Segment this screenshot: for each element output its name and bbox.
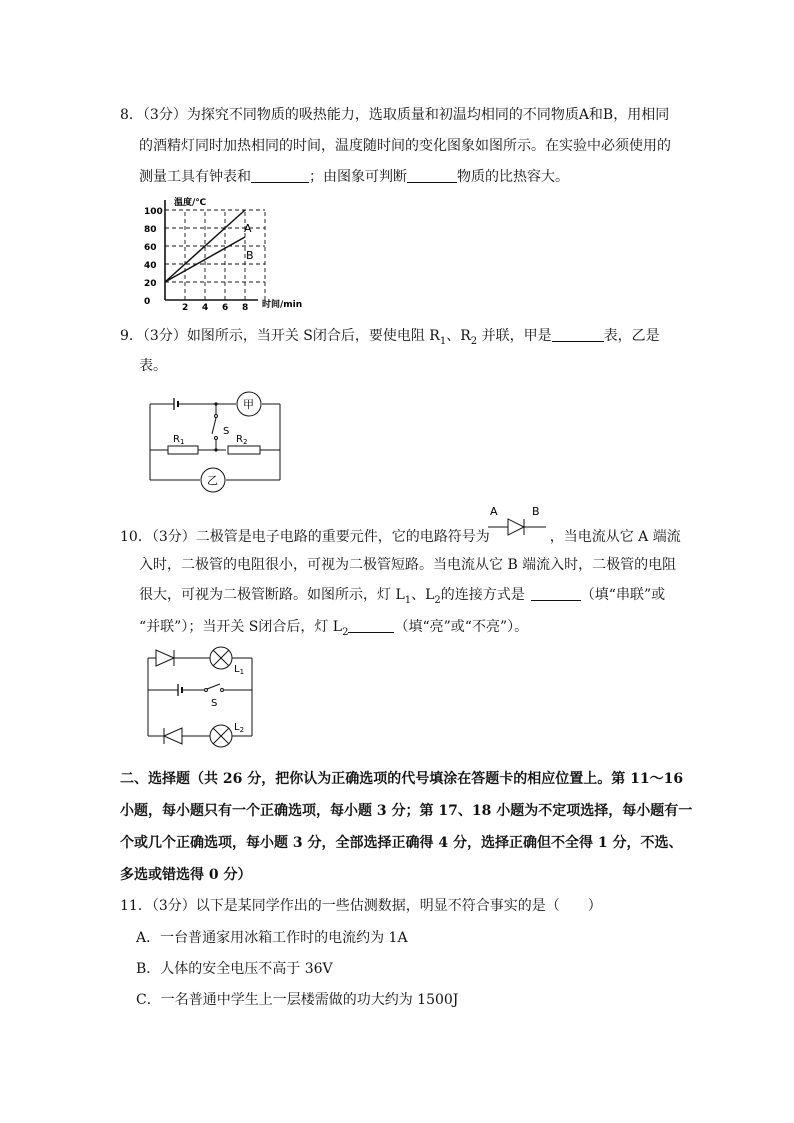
- x-tick-label: 6: [222, 303, 229, 312]
- q10-switch-s-label: S: [211, 698, 218, 709]
- r2-label: $R_2$: [236, 434, 248, 446]
- q10-l1-sub: 1: [404, 594, 412, 606]
- q9-blank-1[interactable]: [552, 327, 604, 342]
- lamp-l1-label: $L_1$: [234, 664, 245, 676]
- q9-r2-sub: 2: [470, 335, 478, 347]
- y-tick-label: 20: [144, 279, 157, 289]
- q9-sep: 、R: [446, 328, 471, 344]
- q10-text-3b: 的连接方式是: [440, 587, 525, 603]
- q8-line-3c: 物质的比热容大。: [457, 169, 569, 185]
- series-label-A: A: [244, 222, 252, 235]
- q9-r1-sub: 1: [439, 335, 447, 347]
- q9-text-1b: 并联，甲是: [477, 328, 552, 344]
- q8-line-3: [139, 166, 569, 186]
- chart-x-ticks: [182, 303, 248, 312]
- r1-label: $R_1$: [173, 434, 185, 446]
- q10-text-4b: （填“亮”或“不亮”）。: [394, 619, 529, 635]
- q10-line-3: [139, 584, 665, 606]
- q10-text-1a: 10．（3分）二极管是电子电路的重要元件，它的电路符号为: [120, 529, 490, 545]
- x-tick-label: 4: [202, 303, 209, 312]
- diode-a-label: A: [490, 505, 498, 518]
- q10-blank-1[interactable]: [531, 586, 581, 601]
- q10-l2-sub: 2: [434, 594, 441, 606]
- q10-text-4a: “并联”）；当开关 S闭合后，灯 L: [139, 619, 343, 635]
- q10-text-3c: （填“串联”或: [580, 587, 666, 603]
- q9-text-1c: 表，乙是: [603, 328, 660, 344]
- chart-y-ticks: [144, 207, 163, 307]
- meter-jia-label: 甲: [243, 398, 254, 411]
- q8-line-2: 的酒精灯同时加热相同的时间，温度随时间的变化图象如图所示。在实验中必须使用的: [139, 138, 671, 154]
- q10-text-1b: ，当电流从它 A 端流: [549, 529, 681, 545]
- y-tick-label: 40: [144, 261, 157, 271]
- q11-option-c[interactable]: C．一名普通中学生上一层楼需做的功大约为 1500J: [136, 992, 459, 1008]
- q9-line-2: 表。: [139, 358, 167, 374]
- x-tick-label: 2: [182, 303, 189, 312]
- chart-x-label: 时间/min: [262, 300, 303, 310]
- q10-line-1: [120, 526, 681, 546]
- q10-circuit-diagram: [140, 644, 264, 752]
- chart-y-label: 温度/℃: [174, 198, 207, 208]
- q10-line-4: [139, 616, 528, 638]
- q8-blank-2[interactable]: [407, 168, 457, 183]
- y-tick-label: 60: [144, 243, 157, 253]
- x-tick-label: 8: [242, 303, 249, 312]
- q10-line-2: 入时，二极管的电阻很小，可视为二极管短路。当电流从它 B 端流入时，二极管的电阻: [139, 557, 677, 573]
- y-tick-label: 100: [144, 207, 163, 217]
- q8-line-3b: ；由图象可判断: [309, 169, 407, 185]
- meter-yi-label: 乙: [207, 474, 218, 487]
- diode-symbol-icon: [486, 503, 550, 543]
- section2-line-2: 小题，每小题只有一个正确选项，每小题 3 分；第 17、18 小题为不定项选择，每小题有一: [120, 803, 693, 819]
- q8-line-1: 8．（3分）为探究不同物质的吸热能力，选取质量和初温均相同的不同物质A和B，用相同: [120, 107, 670, 123]
- q10-blank-2[interactable]: [348, 618, 394, 633]
- q11-option-a[interactable]: A．一台普通家用冰箱工作时的电流约为 1A: [136, 930, 408, 946]
- y-tick-label: 80: [144, 225, 157, 235]
- q8-blank-1[interactable]: [251, 168, 309, 183]
- q9-line-1: [120, 325, 660, 347]
- switch-s-label: S: [223, 426, 230, 437]
- y-tick-label: 0: [144, 297, 151, 307]
- q10-l2-sub-2: 2: [342, 626, 349, 638]
- section2-line-3: 个或几个正确选项，每小题 3 分，全部选择正确得 4 分，选择正确但不全得 1 分，不选、: [120, 835, 683, 851]
- q11-stem: 11．（3分）以下是某同学作出的一些估测数据，明显不符合事实的是（ ）: [120, 898, 602, 914]
- lamp-l2-label: $L_2$: [234, 722, 245, 734]
- q8-line-3a: 测量工具有钟表和: [139, 169, 251, 185]
- q11-option-b[interactable]: B．人体的安全电压不高于 36V: [136, 961, 333, 977]
- q10-text-3a: 很大，可视为二极管断路。如图所示，灯 L: [139, 587, 405, 603]
- q9-text-1a: 9．（3分）如图所示，当开关 S闭合后，要使电阻 R: [120, 328, 440, 344]
- section2-line-4: 多选或错选得 0 分）: [120, 867, 252, 883]
- q9-circuit-diagram: [140, 388, 290, 496]
- section2-line-1: 二、选择题（共 26 分，把你认为正确选项的代号填涂在答题卡的相应位置上。第 11～16: [120, 771, 684, 787]
- diode-b-label: B: [532, 505, 540, 518]
- q10-sep: 、L: [411, 587, 435, 603]
- temperature-time-chart: [140, 192, 320, 312]
- series-label-B: B: [246, 249, 254, 262]
